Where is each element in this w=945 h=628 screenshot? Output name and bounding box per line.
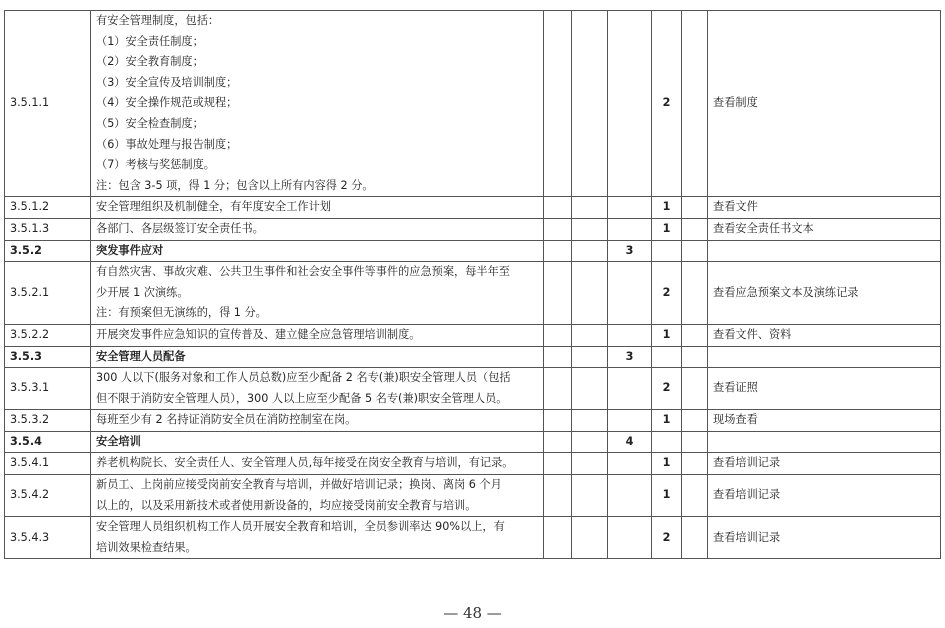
item-content	[91, 324, 544, 346]
sub-score: 2	[652, 262, 682, 325]
item-score	[608, 11, 652, 197]
sub-score: 1	[652, 197, 682, 219]
blank-cell	[544, 517, 572, 559]
item-id: 3.5.4.3	[5, 517, 91, 559]
blank-cell	[682, 218, 708, 240]
content-line: 安全培训	[96, 434, 141, 448]
blank-cell	[682, 346, 708, 368]
table-row	[5, 453, 941, 475]
content-line: 突发事件应对	[96, 243, 164, 257]
scoring-table	[4, 10, 941, 559]
item-id: 3.5.1.1	[5, 11, 91, 197]
blank-cell	[682, 240, 708, 262]
content-line: 有安全管理制度，包括：	[96, 14, 220, 27]
item-content	[91, 517, 544, 559]
blank-cell	[572, 453, 608, 475]
item-id: 3.5.2	[5, 240, 91, 262]
table-row	[5, 410, 941, 432]
content-line: 各部门、各层级签订安全责任书。	[96, 221, 264, 235]
content-line: 注：有预案但无演练的，得 1 分。	[96, 306, 267, 320]
item-content	[91, 453, 544, 475]
sub-score: 1	[652, 218, 682, 240]
item-score: 4	[608, 431, 652, 453]
content-line: 少开展 1 次演练。	[96, 285, 189, 299]
item-id: 3.5.3	[5, 346, 91, 368]
blank-cell	[572, 431, 608, 453]
content-line: （3）安全宣传及培训制度；	[96, 75, 238, 89]
content-line: （7）考核与奖惩制度。	[96, 158, 215, 172]
table-row	[5, 11, 941, 197]
blank-cell	[544, 262, 572, 325]
table-row	[5, 197, 941, 219]
content-line: （6）事故处理与报告制度；	[96, 137, 238, 151]
item-score	[608, 218, 652, 240]
item-id: 3.5.3.2	[5, 410, 91, 432]
table-row	[5, 475, 941, 517]
content-line: 注：包含 3-5 项，得 1 分；包含以上所有内容得 2 分。	[96, 178, 374, 192]
content-line: 培训效果检查结果。	[96, 540, 197, 554]
check-method: 查看培训记录	[708, 475, 941, 517]
item-score	[608, 197, 652, 219]
blank-cell	[544, 197, 572, 219]
blank-cell	[682, 431, 708, 453]
check-method: 查看证照	[708, 368, 941, 410]
content-line: （5）安全检查制度；	[96, 116, 204, 130]
item-content	[91, 197, 544, 219]
item-content	[91, 240, 544, 262]
check-method	[708, 431, 941, 453]
item-score: 3	[608, 240, 652, 262]
sub-score: 1	[652, 410, 682, 432]
sub-score	[652, 431, 682, 453]
content-line: 安全管理组织及机制健全，有年度安全工作计划	[96, 200, 331, 214]
check-method: 查看培训记录	[708, 517, 941, 559]
item-id: 3.5.4.2	[5, 475, 91, 517]
blank-cell	[572, 240, 608, 262]
table-row	[5, 262, 941, 325]
content-line: 开展突发事件应急知识的宣传普及、建立健全应急管理培训制度。	[96, 327, 421, 341]
table-row	[5, 240, 941, 262]
content-line: 但不限于消防安全管理人员），300 人以上应至少配备 5 名专(兼)职安全管理人员。	[96, 391, 508, 405]
blank-cell	[544, 240, 572, 262]
blank-cell	[572, 410, 608, 432]
item-score	[608, 368, 652, 410]
blank-cell	[682, 410, 708, 432]
blank-cell	[572, 517, 608, 559]
check-method	[708, 346, 941, 368]
check-method: 查看应急预案文本及演练记录	[708, 262, 941, 325]
check-method: 查看文件	[708, 197, 941, 219]
content-line: 以上的，以及采用新技术或者使用新设备的，均应接受岗前安全教育与培训。	[96, 498, 477, 512]
item-score	[608, 410, 652, 432]
item-content	[91, 218, 544, 240]
item-score	[608, 453, 652, 475]
item-content	[91, 11, 544, 197]
item-id: 3.5.4	[5, 431, 91, 453]
item-id: 3.5.1.2	[5, 197, 91, 219]
blank-cell	[572, 346, 608, 368]
check-method: 现场查看	[708, 410, 941, 432]
blank-cell	[572, 218, 608, 240]
blank-cell	[682, 262, 708, 325]
content-line: 有自然灾害、事故灾难、公共卫生事件和社会安全事件等事件的应急预案，每半年至	[96, 265, 510, 279]
item-id: 3.5.4.1	[5, 453, 91, 475]
item-content	[91, 368, 544, 410]
blank-cell	[682, 453, 708, 475]
blank-cell	[682, 368, 708, 410]
blank-cell	[544, 410, 572, 432]
item-content	[91, 346, 544, 368]
sub-score	[652, 240, 682, 262]
page-number: — 48 —	[443, 604, 502, 622]
blank-cell	[544, 453, 572, 475]
item-content	[91, 262, 544, 325]
content-line: （1）安全责任制度；	[96, 34, 204, 48]
check-method: 查看制度	[708, 11, 941, 197]
sub-score: 1	[652, 475, 682, 517]
content-line: 每班至少有 2 名持证消防安全员在消防控制室在岗。	[96, 413, 357, 427]
item-score	[608, 262, 652, 325]
blank-cell	[682, 517, 708, 559]
blank-cell	[572, 262, 608, 325]
sub-score	[652, 346, 682, 368]
content-line: 安全管理人员组织机构工作人员开展安全教育和培训，全员参训率达 90%以上，有	[96, 520, 505, 534]
table-row	[5, 368, 941, 410]
blank-cell	[544, 368, 572, 410]
content-line: （4）安全操作规范或规程；	[96, 96, 238, 110]
blank-cell	[682, 475, 708, 517]
check-method: 查看培训记录	[708, 453, 941, 475]
blank-cell	[682, 11, 708, 197]
content-line: （2）安全教育制度；	[96, 55, 204, 69]
sub-score: 1	[652, 324, 682, 346]
blank-cell	[544, 346, 572, 368]
content-line: 新员工、上岗前应接受岗前安全教育与培训，并做好培训记录；换岗、离岗 6 个月	[96, 478, 502, 492]
blank-cell	[572, 368, 608, 410]
table-row	[5, 218, 941, 240]
table-row	[5, 346, 941, 368]
check-method	[708, 240, 941, 262]
table-row	[5, 324, 941, 346]
blank-cell	[544, 324, 572, 346]
blank-cell	[544, 11, 572, 197]
table-row	[5, 431, 941, 453]
table-row	[5, 517, 941, 559]
item-score: 3	[608, 346, 652, 368]
blank-cell	[572, 11, 608, 197]
item-content	[91, 410, 544, 432]
item-content	[91, 431, 544, 453]
item-score	[608, 517, 652, 559]
sub-score: 2	[652, 517, 682, 559]
item-id: 3.5.3.1	[5, 368, 91, 410]
sub-score: 1	[652, 453, 682, 475]
blank-cell	[572, 197, 608, 219]
item-id: 3.5.1.3	[5, 218, 91, 240]
blank-cell	[544, 218, 572, 240]
item-score	[608, 475, 652, 517]
item-content	[91, 475, 544, 517]
check-method: 查看安全责任书文本	[708, 218, 941, 240]
blank-cell	[572, 475, 608, 517]
content-line: 300 人以下(服务对象和工作人员总数)应至少配备 2 名专(兼)职安全管理人员（包括	[96, 371, 511, 385]
item-id: 3.5.2.1	[5, 262, 91, 325]
content-line: 养老机构院长、安全责任人、安全管理人员,每年接受在岗安全教育与培训，有记录。	[96, 456, 514, 470]
blank-cell	[544, 475, 572, 517]
content-line: 安全管理人员配备	[96, 349, 186, 363]
blank-cell	[572, 324, 608, 346]
blank-cell	[682, 197, 708, 219]
blank-cell	[544, 431, 572, 453]
item-id: 3.5.2.2	[5, 324, 91, 346]
table-body	[5, 11, 941, 559]
blank-cell	[682, 324, 708, 346]
sub-score: 2	[652, 368, 682, 410]
check-method: 查看文件、资料	[708, 324, 941, 346]
item-score	[608, 324, 652, 346]
sub-score: 2	[652, 11, 682, 197]
